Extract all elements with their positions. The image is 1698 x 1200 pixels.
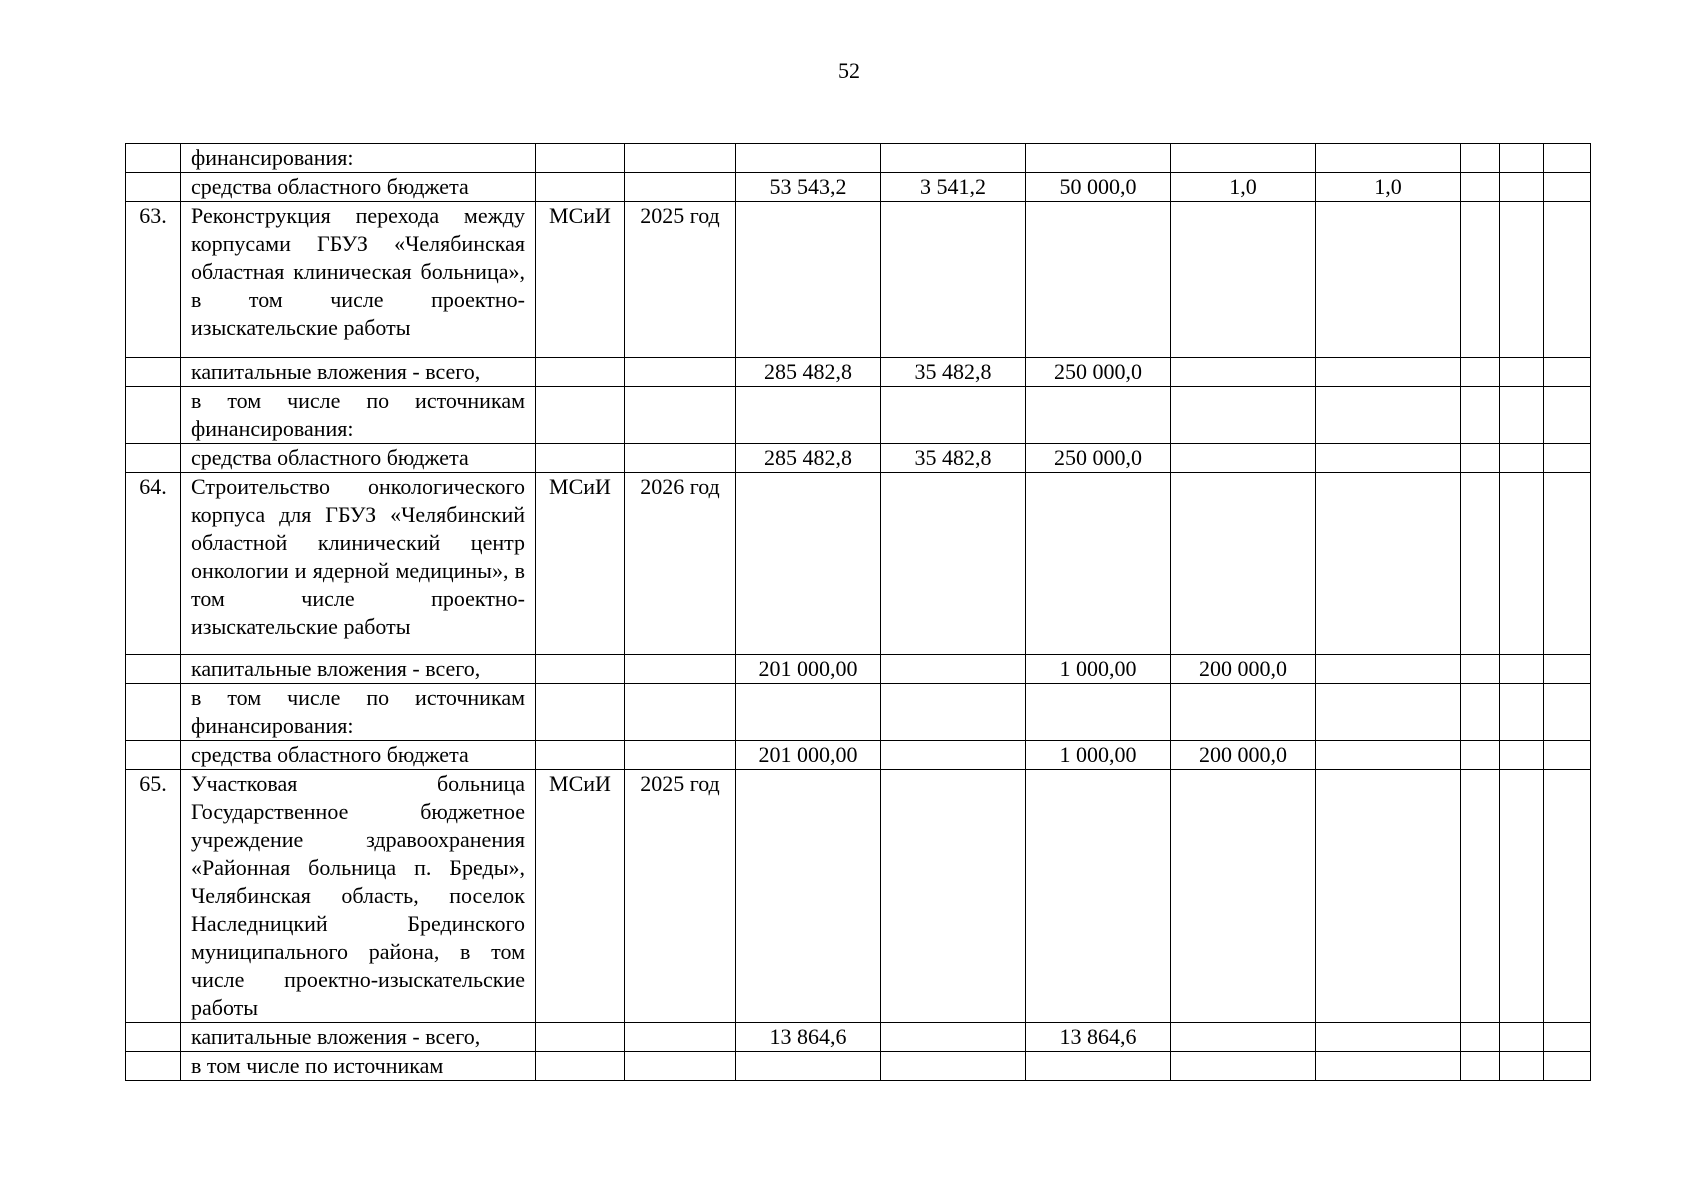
value-cell-3 [1026,770,1171,1023]
value-cell-4: 200 000,0 [1171,741,1316,770]
responsible-cell: МСиИ [536,473,625,655]
value-cell-5 [1316,741,1461,770]
value-cell-2 [881,1052,1026,1081]
value-cell-2 [881,1023,1026,1052]
value-cell-4 [1171,387,1316,444]
empty-cell-1 [1461,473,1500,655]
value-cell-2 [881,655,1026,684]
page-number: 52 [838,58,860,83]
value-cell-5 [1316,358,1461,387]
value-cell-5 [1316,770,1461,1023]
empty-cell-1 [1461,387,1500,444]
value-cell-3: 250 000,0 [1026,444,1171,473]
responsible-cell: МСиИ [536,770,625,1023]
empty-cell-1 [1461,655,1500,684]
responsible-cell [536,144,625,173]
value-cell-2 [881,741,1026,770]
value-cell-5 [1316,144,1461,173]
value-cell-3 [1026,473,1171,655]
value-cell-4 [1171,684,1316,741]
value-cell-2 [881,684,1026,741]
empty-cell-2 [1500,1052,1544,1081]
responsible-cell [536,358,625,387]
value-cell-1: 53 543,2 [736,173,881,202]
value-cell-1: 201 000,00 [736,741,881,770]
value-cell-2 [881,770,1026,1023]
empty-cell-2 [1500,1023,1544,1052]
row-number-cell [126,358,181,387]
value-cell-1 [736,144,881,173]
row-number-cell: 64. [126,473,181,655]
row-name-cell: в том числе по источникам финансирования: [181,387,536,444]
table-row [126,741,1591,770]
empty-cell-2 [1500,444,1544,473]
value-cell-1: 201 000,00 [736,655,881,684]
empty-cell-2 [1500,173,1544,202]
empty-cell-3 [1544,444,1591,473]
empty-cell-1 [1461,358,1500,387]
value-cell-3 [1026,387,1171,444]
row-number-cell [126,387,181,444]
table-row [126,202,1591,358]
row-number-cell [126,655,181,684]
value-cell-1 [736,202,881,358]
table-row [126,655,1591,684]
table-row [126,387,1591,444]
value-cell-2 [881,387,1026,444]
value-cell-4 [1171,473,1316,655]
row-number-cell [126,173,181,202]
empty-cell-3 [1544,655,1591,684]
value-cell-2: 35 482,8 [881,358,1026,387]
year-cell: 2025 год [625,202,736,358]
year-cell [625,173,736,202]
value-cell-1 [736,684,881,741]
responsible-cell: МСиИ [536,202,625,358]
empty-cell-3 [1544,684,1591,741]
row-number-cell: 65. [126,770,181,1023]
value-cell-3: 50 000,0 [1026,173,1171,202]
value-cell-1: 285 482,8 [736,444,881,473]
value-cell-5 [1316,655,1461,684]
year-cell [625,387,736,444]
empty-cell-2 [1500,202,1544,358]
value-cell-2 [881,202,1026,358]
year-cell [625,1052,736,1081]
value-cell-4 [1171,1023,1316,1052]
row-number-cell: 63. [126,202,181,358]
table-row [126,1023,1591,1052]
empty-cell-2 [1500,473,1544,655]
empty-cell-3 [1544,173,1591,202]
value-cell-5 [1316,473,1461,655]
value-cell-1 [736,770,881,1023]
value-cell-4: 1,0 [1171,173,1316,202]
row-name-cell: капитальные вложения - всего, [181,358,536,387]
row-name-cell: средства областного бюджета [181,173,536,202]
value-cell-5 [1316,684,1461,741]
row-name-cell: средства областного бюджета [181,741,536,770]
empty-cell-1 [1461,173,1500,202]
value-cell-3: 1 000,00 [1026,741,1171,770]
row-number-cell [126,684,181,741]
empty-cell-3 [1544,770,1591,1023]
empty-cell-2 [1500,387,1544,444]
value-cell-4 [1171,444,1316,473]
empty-cell-1 [1461,741,1500,770]
empty-cell-3 [1544,1052,1591,1081]
year-cell [625,684,736,741]
empty-cell-1 [1461,684,1500,741]
table-row [126,144,1591,173]
empty-cell-1 [1461,444,1500,473]
value-cell-3: 250 000,0 [1026,358,1171,387]
value-cell-3 [1026,202,1171,358]
value-cell-1 [736,473,881,655]
empty-cell-2 [1500,144,1544,173]
value-cell-1: 13 864,6 [736,1023,881,1052]
empty-cell-3 [1544,741,1591,770]
responsible-cell [536,173,625,202]
row-number-cell [126,144,181,173]
value-cell-1: 285 482,8 [736,358,881,387]
budget-table [125,143,1591,1081]
table-row [126,444,1591,473]
year-cell [625,655,736,684]
value-cell-4 [1171,144,1316,173]
empty-cell-1 [1461,1052,1500,1081]
value-cell-3 [1026,144,1171,173]
value-cell-4 [1171,770,1316,1023]
value-cell-2 [881,473,1026,655]
row-name-cell: капитальные вложения - всего, [181,655,536,684]
empty-cell-3 [1544,473,1591,655]
empty-cell-1 [1461,770,1500,1023]
value-cell-3 [1026,684,1171,741]
empty-cell-2 [1500,358,1544,387]
row-number-cell [126,1052,181,1081]
empty-cell-2 [1500,684,1544,741]
year-cell: 2025 год [625,770,736,1023]
table-row [126,358,1591,387]
value-cell-2 [881,144,1026,173]
table-row [126,473,1591,655]
empty-cell-2 [1500,655,1544,684]
value-cell-5 [1316,1023,1461,1052]
empty-cell-3 [1544,1023,1591,1052]
empty-cell-1 [1461,144,1500,173]
empty-cell-2 [1500,741,1544,770]
year-cell [625,741,736,770]
responsible-cell [536,444,625,473]
value-cell-5 [1316,1052,1461,1081]
value-cell-3: 1 000,00 [1026,655,1171,684]
value-cell-4 [1171,202,1316,358]
empty-cell-3 [1544,358,1591,387]
table-row [126,684,1591,741]
value-cell-1 [736,1052,881,1081]
year-cell [625,144,736,173]
row-number-cell [126,1023,181,1052]
responsible-cell [536,1052,625,1081]
empty-cell-3 [1544,144,1591,173]
value-cell-4 [1171,358,1316,387]
empty-cell-2 [1500,770,1544,1023]
row-name-cell: Участковая больница Государственное бюджетное учреждение здравоохранения «Районная больница п. Бреды», Челябинская область, поселок Наследницкий Брединского муниципального района, в том числе проектно-изыскательские работы [181,770,536,1023]
value-cell-4: 200 000,0 [1171,655,1316,684]
row-name-cell: капитальные вложения - всего, [181,1023,536,1052]
row-number-cell [126,444,181,473]
row-name-cell: финансирования: [181,144,536,173]
empty-cell-1 [1461,1023,1500,1052]
year-cell [625,358,736,387]
year-cell [625,444,736,473]
empty-cell-1 [1461,202,1500,358]
year-cell: 2026 год [625,473,736,655]
empty-cell-3 [1544,387,1591,444]
value-cell-5 [1316,444,1461,473]
responsible-cell [536,655,625,684]
responsible-cell [536,741,625,770]
table-row [126,173,1591,202]
value-cell-1 [736,387,881,444]
empty-cell-3 [1544,202,1591,358]
value-cell-4 [1171,1052,1316,1081]
value-cell-5: 1,0 [1316,173,1461,202]
value-cell-2: 35 482,8 [881,444,1026,473]
value-cell-2: 3 541,2 [881,173,1026,202]
table-row [126,770,1591,1023]
row-name-cell: в том числе по источникам финансирования: [181,684,536,741]
year-cell [625,1023,736,1052]
responsible-cell [536,684,625,741]
row-name-cell: средства областного бюджета [181,444,536,473]
value-cell-3 [1026,1052,1171,1081]
responsible-cell [536,1023,625,1052]
row-number-cell [126,741,181,770]
table-body [126,144,1591,1081]
value-cell-5 [1316,202,1461,358]
row-name-cell: в том числе по источникам [181,1052,536,1081]
value-cell-3: 13 864,6 [1026,1023,1171,1052]
responsible-cell [536,387,625,444]
row-name-cell: Реконструкция перехода между корпусами ГБУЗ «Челябинская областная клиническая больница», в том числе проектно-изыскательские работы [181,202,536,358]
row-name-cell: Строительство онкологического корпуса для ГБУЗ «Челябинский областной клинический центр онкологии и ядерной медицины», в том числе проектно-изыскательские работы [181,473,536,655]
table-row [126,1052,1591,1081]
value-cell-5 [1316,387,1461,444]
